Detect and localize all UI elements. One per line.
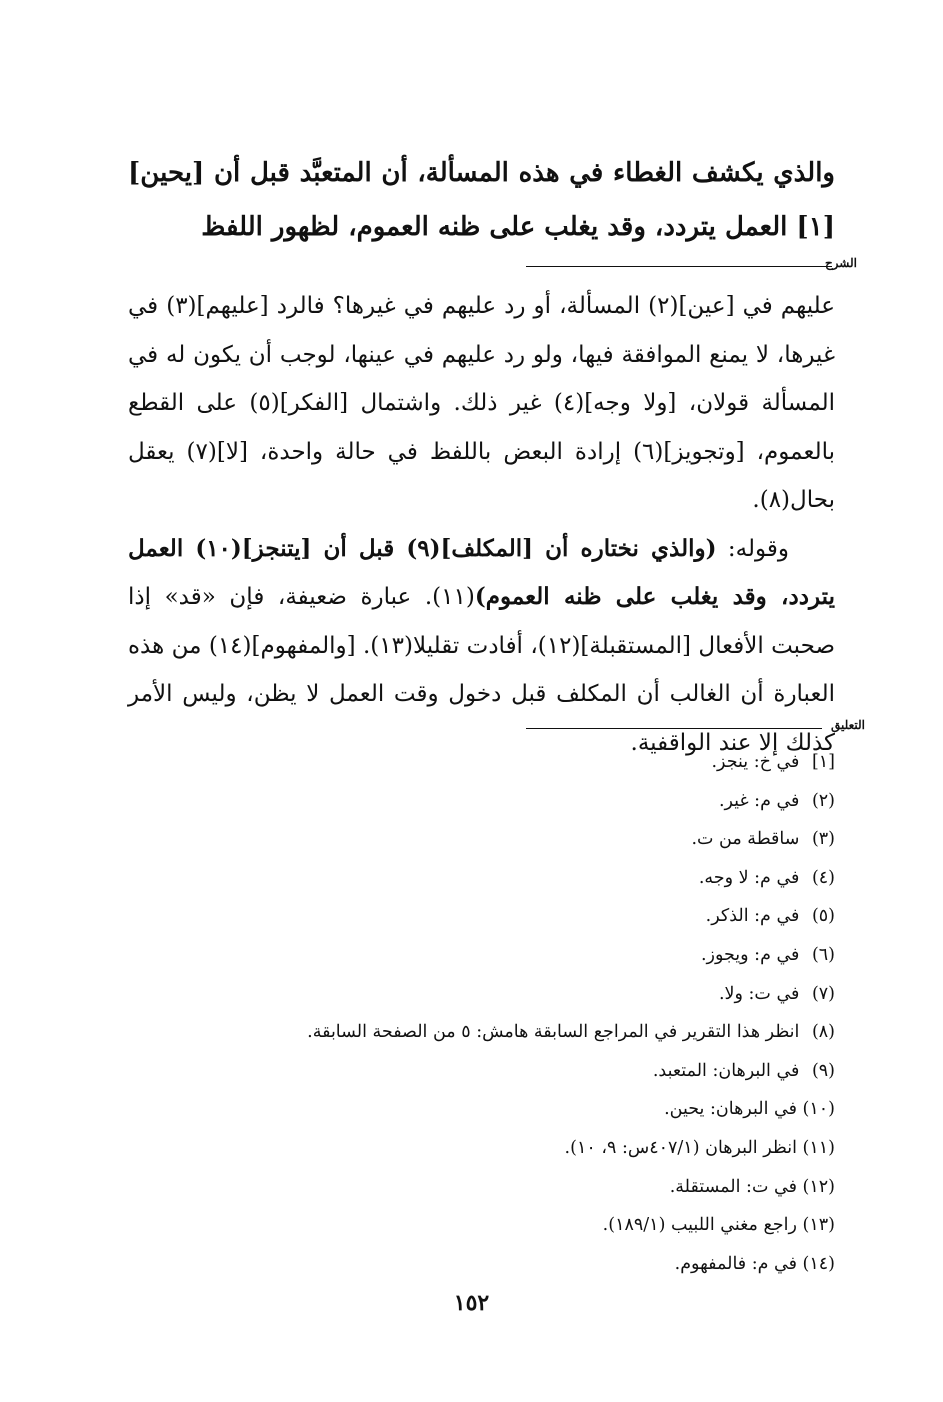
footnote-item: [135, 897, 835, 936]
sharh-label: الشرح: [824, 256, 857, 270]
footnote-number: (١٢): [802, 1176, 835, 1197]
footnote-item: [135, 743, 835, 782]
footnote-item: [135, 1168, 835, 1207]
footnote-number: (٣): [811, 829, 835, 850]
footnote-number: (١١): [802, 1137, 835, 1158]
footnote-item: [135, 1052, 835, 1091]
sharh-divider: [526, 266, 832, 267]
footnote-text: انظر البرهان (٤٠٧/١س: ٩، ١٠).: [564, 1137, 797, 1158]
footnote-item: [135, 936, 835, 975]
footnote-text: في م: فالمفهوم.: [674, 1253, 797, 1274]
footnote-number: [١]: [811, 752, 835, 772]
matn-text: والذي يكشف الغطاء في هذه المسألة، أن المتعبَّد قبل أن [يحين][١] العمل يتردد، وقد يغلب على ظنه العموم، لظهور اللفظ: [128, 158, 835, 242]
footnote-number: (١٣): [802, 1215, 835, 1236]
footnote-text: في خ: ينجز.: [711, 752, 800, 772]
page-number: ١٥٢: [453, 1290, 490, 1316]
footnote-number: (٥): [811, 906, 835, 927]
footnote-text: انظر هذا التقرير في المراجع السابقة هامش: ٥ من الصفحة السابقة.: [307, 1022, 800, 1043]
footnote-text: في م: الذكر.: [705, 906, 800, 927]
footnote-item: [135, 1013, 835, 1052]
footnote-number: (٢): [811, 790, 835, 811]
taliq-label: التعليق: [830, 718, 865, 732]
footnote-text: في البرهان: يحين.: [664, 1099, 797, 1120]
paragraph-lead: وقوله:: [716, 535, 789, 562]
footnote-number: (٤): [811, 867, 835, 888]
footnote-text: ساقطة من ت.: [691, 829, 800, 850]
sharh-paragraph: عليهم في [عين](٢) المسألة، أو رد عليهم في غيرها؟ فالرد [عليهم](٣) في غيرها، لا يمنع الموافقة فيها، ولو رد عليهم في عينها، لوجب أن يكون له في المسألة قولان، [ولا وجه](٤) غير ذلك. واشتمال [الفكر](٥) على القطع بالعموم، [وتجويز](٦) إرادة البعض باللفظ في حالة واحدة، [لا](٧) يعقل بحال(٨).: [128, 293, 836, 513]
footnote-item: [135, 782, 835, 821]
taliq-divider: [526, 728, 822, 729]
footnote-number: (٨): [811, 1022, 835, 1043]
footnote-item: [135, 1090, 835, 1129]
footnote-item: [135, 975, 835, 1014]
footnote-item: [135, 1206, 835, 1245]
footnote-item: [135, 1245, 835, 1284]
sharh-paragraph: [128, 525, 835, 768]
footnote-text: في ت: المستقلة.: [669, 1176, 797, 1197]
footnote-text: في م: غير.: [718, 790, 800, 811]
footnote-number: (١٠): [802, 1099, 835, 1120]
footnote-number: (٩): [811, 1060, 835, 1081]
footnote-text: في م: ويجوز.: [700, 944, 800, 965]
footnotes-list: [135, 743, 835, 1283]
footnote-text: في م: لا وجه.: [698, 867, 800, 888]
footnote-item: [135, 820, 835, 859]
paragraph-rest: (١١). عبارة ضعيفة، فإن «قد» إذا صحبت الأفعال [المستقبلة](١٢)، أفادت تقليلا(١٣). [والمفهوم](١٤) من هذه العبارة أن الغالب أن المكلف قبل دخول وقت العمل لا يظن، وليس الأمر كذلك إلا عند الواقفية.: [128, 584, 835, 756]
quoted-matn: (والذي نختاره أن [المكلف](٩) قبل أن [يتنجز](١٠) العمل يتردد، وقد يغلب على ظنه العموم): [128, 534, 835, 610]
sharh-text: [128, 282, 835, 767]
footnote-number: (٧): [811, 983, 835, 1004]
footnote-text: في البرهان: المتعبد.: [652, 1060, 800, 1081]
footnote-number: (٦): [811, 944, 835, 965]
footnote-text: في ت: ولا.: [718, 983, 800, 1004]
footnote-text: راجع مغني اللبيب (١٨٩/١).: [602, 1215, 797, 1236]
footnote-item: [135, 1129, 835, 1168]
footnote-number: (١٤): [802, 1253, 835, 1274]
footnote-item: [135, 859, 835, 898]
